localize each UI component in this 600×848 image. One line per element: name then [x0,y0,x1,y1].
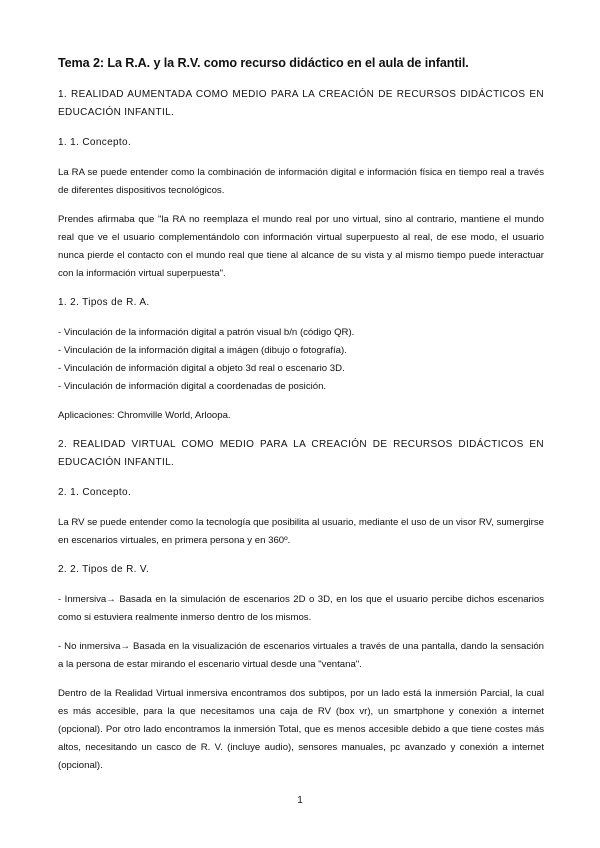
section-1-heading: 1. REALIDAD AUMENTADA COMO MEDIO PARA LA CREACIÓN DE RECURSOS DIDÁCTICOS EN EDUCACIÓN INFANTIL. [58,89,544,118]
list-item: - Vinculación de la información digital a imágen (dibujo o fotografía). [58,345,347,356]
section-1-1-paragraph-1: La RA se puede entender como la combinación de información digital e información física en tiempo real a través de diferentes dispositivos tecnológicos. [58,167,544,196]
section-2-2-paragraph-1: - Inmersiva→ Basada en la simulación de escenarios 2D o 3D, en los que el usuario percibe dichos escenarios como si estuviera realmente inmerso dentro de los mismos. [58,594,544,623]
section-2-2-paragraph-2: - No inmersiva→ Basada en la visualización de escenarios virtuales a través de una pantalla, dando la sensación a la persona de estar mirando el escenario virtual desde una "ventana". [58,641,544,670]
document-page [58,56,544,786]
section-1-1-paragraph-2: Prendes afirmaba que "la RA no reemplaza el mundo real por uno virtual, sino al contrario, mantiene el mundo real que ve el usuario complementándolo con información virtual superpuesto al real, de ese modo, el usuario nunca pierde el contacto con el mundo real que tiene al alcance de su vista y al mismo tiempo puede interactuar con la información virtual superpuesta". [58,214,544,279]
section-2-1-heading: 2. 1. Concepto. [58,487,132,498]
document-title: Tema 2: La R.A. y la R.V. como recurso didáctico en el aula de infantil. [58,56,469,70]
section-1-1-heading: 1. 1. Concepto. [58,137,132,148]
aplicaciones-text: Aplicaciones: Chromville World, Arloopa. [58,410,231,421]
section-2-heading: 2. REALIDAD VIRTUAL COMO MEDIO PARA LA CREACIÓN DE RECURSOS DIDÁCTICOS EN EDUCACIÓN INFANTIL. [58,439,544,468]
section-2-2-heading: 2. 2. Tipos de R. V. [58,564,150,575]
page-number: 1 [297,795,303,806]
ra-types-list [58,324,544,396]
list-item: - Vinculación de información digital a objeto 3d real o escenario 3D. [58,363,345,374]
list-item: - Vinculación de la información digital a patrón visual b/n (código QR). [58,327,355,338]
list-item: - Vinculación de información digital a coordenadas de posición. [58,381,327,392]
section-2-1-paragraph-1: La RV se puede entender como la tecnología que posibilita al usuario, mediante el uso de un visor RV, sumergirse en escenarios virtuales, en primera persona y en 360º. [58,517,544,546]
section-2-2-paragraph-3: Dentro de la Realidad Virtual inmersiva encontramos dos subtipos, por un lado está la inmersión Parcial, la cual es más accesible, para la que necesitamos una caja de RV (box vr), un smartphone y conexión a internet (opcional). Por otro lado encontramos la inmersión Total, que es menos accesible debido a que tiene costes más altos, necesitando un casco de R. V. (incluye audio), sensores manuales, pc avanzado y conexión a internet (opcional). [58,688,544,771]
section-1-2-heading: 1. 2. Tipos de R. A. [58,297,150,308]
